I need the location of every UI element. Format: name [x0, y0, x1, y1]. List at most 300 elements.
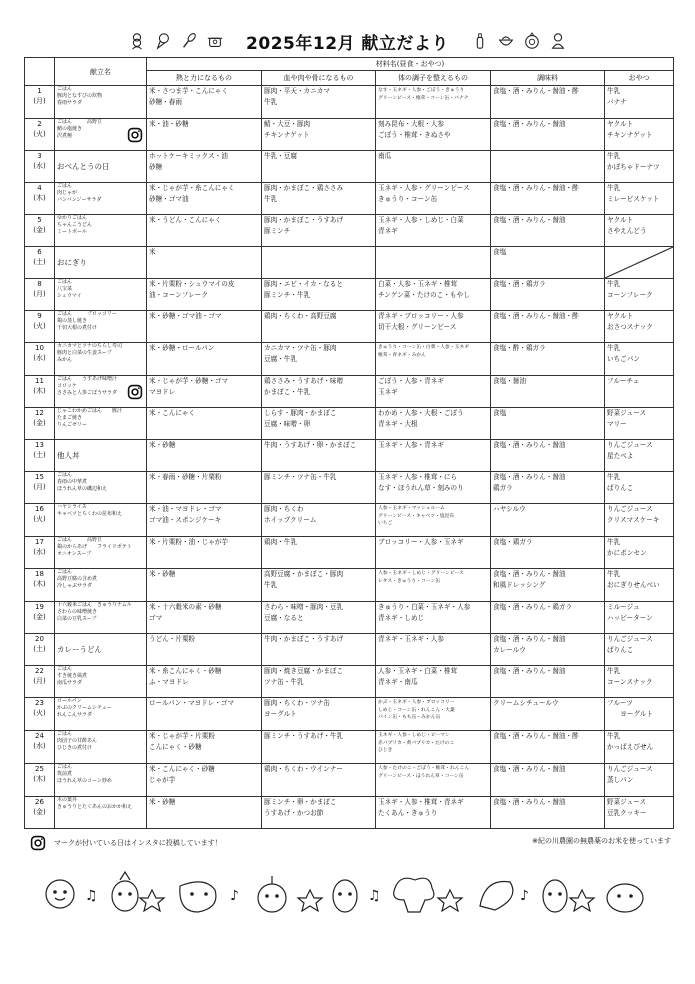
condition-cell-line: グリーンピース・椎茸・コーン缶・バナナ: [378, 95, 469, 101]
rice-note: ※紀の川農園の無農薬のお米を使っています: [532, 837, 671, 845]
day-of-week: (金): [33, 808, 46, 816]
condition-cell: [376, 731, 491, 764]
snack-cell-line: 蒸しパン: [607, 775, 634, 784]
seasoning-cell: [491, 215, 605, 247]
date-cell: [25, 86, 55, 119]
dish-cell-line: ロールパン: [57, 698, 82, 704]
condition-cell: [376, 215, 491, 247]
dish-cell-line: 豚肉と白菜の生姜スープ: [57, 350, 112, 356]
energy-cell-line: 米・じゃが芋・片栗粉: [149, 732, 215, 740]
tomato-face-icon: [46, 880, 74, 908]
snack-cell-line: ミルージュ: [607, 603, 640, 611]
dish-cell: [55, 634, 147, 666]
seasoning-cell: [491, 764, 605, 797]
body-cell: [262, 569, 376, 602]
energy-cell: [147, 215, 262, 247]
dish-cell-line: 冷しゃぶサラダ: [57, 583, 92, 589]
energy-cell-line: 米・こんにゃく: [149, 409, 196, 417]
seasoning-cell-line: 和風ドレッシング: [493, 580, 546, 589]
day-of-week: (土): [33, 645, 46, 653]
condition-cell-line: しめじ・コーン缶・れんこん・大葉: [378, 707, 455, 713]
energy-cell-line: 米・油・砂糖: [149, 120, 189, 128]
dish-cell-line: ごはん: [57, 569, 73, 575]
snack-cell-line: フルーチェ: [607, 377, 640, 385]
body-cell-line: 鶏肉・ちくわ・高野豆腐: [264, 312, 337, 320]
condition-cell: [376, 311, 491, 343]
energy-cell-line: 米・片栗粉・シュウマイの皮: [149, 280, 235, 288]
table-row: [25, 279, 674, 311]
seasoning-cell-line: クリームシチュールウ: [493, 699, 559, 707]
seasoning-cell: [491, 376, 605, 408]
date-number: 19: [35, 603, 44, 611]
snack-cell: [605, 151, 674, 183]
dish-cell-line: かぶのクリームシチュー: [57, 705, 112, 711]
condition-cell-line: 玉ネギ・人参・しめじ・白菜: [378, 216, 464, 224]
day-of-week: (水): [33, 548, 46, 556]
star-icon: [140, 890, 164, 911]
energy-cell-line: 米・砂糖・ゴマ油・ゴマ: [149, 312, 222, 320]
insta-note: [30, 835, 222, 851]
table-row: [25, 731, 674, 764]
dish-cell-line: ごはん: [57, 764, 73, 770]
dish-cell-line: すき焼き風煮: [57, 673, 88, 679]
snack-cell: [605, 279, 674, 311]
snack-cell: [605, 440, 674, 472]
snack-cell-line: ヤクルト: [607, 312, 634, 320]
date-number: 6: [37, 248, 42, 256]
dish-cell-line: ささみと人参ごぼうサラダ: [57, 390, 117, 396]
table-row: [25, 311, 674, 343]
dish-cell-line: ごはん ブロッコリー: [57, 311, 117, 317]
energy-cell-line: 米・じゃが芋・糸こんにゃく: [149, 184, 235, 192]
energy-cell-line: 米・糸こんにゃく・砂糖: [149, 667, 222, 675]
dish-cell-line: りんごゼリー: [57, 422, 88, 428]
snack-cell: [605, 86, 674, 119]
date-number: 4: [37, 184, 42, 192]
no-snack-slash: [605, 247, 673, 278]
dish-cell-line: みかん: [57, 357, 73, 363]
dish-cell-line: 千切大根の煮付け: [57, 325, 98, 331]
chef-icon: [128, 32, 146, 50]
condition-cell: [376, 279, 491, 311]
date-cell: [25, 797, 55, 829]
snack-cell: [605, 602, 674, 634]
dish-cell: [55, 537, 147, 569]
energy-cell: [147, 504, 262, 537]
dish-cell-line: ひじきの煮付け: [57, 745, 93, 751]
energy-cell: [147, 602, 262, 634]
table-row: [25, 569, 674, 602]
date-number: 1: [37, 87, 42, 95]
snack-cell-line: 牛乳: [607, 184, 621, 192]
energy-cell: [147, 376, 262, 408]
condition-cell-line: チンゲン菜・たけのこ・もやし: [378, 290, 470, 299]
date-number: 24: [35, 732, 44, 740]
energy-cell: [147, 537, 262, 569]
table-row: [25, 183, 674, 215]
seasoning-cell: [491, 86, 605, 119]
seasoning-cell: [491, 797, 605, 829]
date-cell: [25, 215, 55, 247]
snack-cell: [605, 797, 674, 829]
dish-cell-line: バンバンジーサラダ: [57, 197, 102, 203]
body-cell-line: 鶏肉・牛乳: [264, 538, 297, 546]
body-cell-line: 豆腐・味噌・卵: [264, 419, 311, 428]
dish-cell-line: 鯖の塩焼き: [57, 126, 83, 132]
energy-cell-line: 米・油・マヨドレ・ゴマ: [149, 505, 222, 513]
condition-cell-line: グリーンピース・ほうれん草・コーン缶: [378, 773, 464, 779]
body-cell: [262, 247, 376, 279]
body-cell-line: 豆腐・牛乳: [264, 354, 297, 363]
body-cell: [262, 151, 376, 183]
condition-cell-line: きゅうり・コーン缶: [378, 194, 438, 203]
condition-cell: [376, 764, 491, 797]
condition-cell-line: 人参・玉ネギ・マッシュルーム: [378, 506, 445, 511]
dish-cell: [55, 698, 147, 731]
condition-cell-line: たくあん・きゅうり: [378, 808, 438, 817]
energy-cell: [147, 569, 262, 602]
seasoning-cell: [491, 151, 605, 183]
energy-cell: [147, 408, 262, 440]
date-number: 16: [35, 505, 44, 513]
date-number: 9: [37, 312, 42, 320]
snack-cell-line: ヤクルト: [607, 216, 634, 224]
body-cell-line: 牛肉・かまぼこ・うすあげ: [264, 635, 344, 643]
energy-cell: [147, 279, 262, 311]
dish-cell-line: キャベツとちくわの昆布和え: [57, 511, 123, 517]
dish-cell: [55, 86, 147, 119]
seasoning-cell-line: 食塩・酢・鶏ガラ: [493, 344, 546, 352]
date-cell: [25, 279, 55, 311]
table-row: [25, 634, 674, 666]
dish-cell-line: 八宝菜: [57, 286, 73, 292]
energy-cell: [147, 247, 262, 279]
dish-cell-line: ほうれん草のコーン炒め: [57, 778, 112, 784]
body-cell-line: 牛乳: [264, 194, 278, 203]
condition-cell-line: ブロッコリー・人参・玉ネギ: [378, 538, 464, 546]
snack-cell-line: 牛乳: [607, 280, 621, 288]
condition-cell-line: わかめ・人参・大根・ごぼう: [378, 409, 464, 417]
seasoning-cell-line: 食塩・酒・みりん・醤油・酢: [493, 87, 579, 95]
energy-cell-line: 米・砂糖: [149, 441, 176, 449]
condition-cell: [376, 698, 491, 731]
body-cell-line: 高野豆腐・かまぼこ・豚肉: [264, 570, 344, 578]
snack-cell-line: りんごジュース: [607, 505, 653, 513]
seasoning-cell-line: 食塩・酒・みりん・醤油・酢: [493, 312, 579, 320]
condition-cell: [376, 602, 491, 634]
condition-cell-line: レタス・きゅうり・コーン缶: [378, 578, 441, 584]
energy-cell-line: うどん・片栗粉: [149, 635, 196, 643]
body-cell-line: 豚肉・かまぼこ・鶏ささみ: [264, 184, 344, 192]
energy-cell-line: 米・うどん・こんにゃく: [149, 216, 222, 224]
snack-cell: [605, 731, 674, 764]
snack-cell: [605, 183, 674, 215]
dish-cell-line: ごはん 高野豆: [57, 119, 103, 125]
condition-cell-line: 青ネギ・玉ネギ・人参: [378, 635, 444, 643]
snack-cell-line: フルーツ: [607, 699, 633, 707]
snack-cell-line: コーンスナック: [607, 677, 653, 686]
body-cell-line: チキンナゲット: [264, 130, 310, 139]
condition-header: 体の調子を整えるもの: [376, 71, 491, 86]
seasoning-cell: [491, 698, 605, 731]
energy-cell: [147, 797, 262, 829]
ice-cream-icon: [154, 32, 172, 50]
date-number: 10: [35, 344, 44, 352]
seasoning-cell-line: 食塩・酒・鶏ガラ: [493, 280, 546, 288]
garlic-face-icon: [258, 884, 286, 912]
snack-cell-line: おさつスナック: [607, 322, 653, 331]
condition-cell-line: 人参・玉ネギ・白菜・椎茸: [378, 667, 458, 675]
energy-cell-line: 米・じゃが芋・砂糖・ゴマ: [149, 377, 229, 385]
snack-cell: [605, 764, 674, 797]
body-cell-line: ツナ缶・牛乳: [264, 677, 304, 686]
seasoning-cell: [491, 537, 605, 569]
body-cell-line: しらす・豚肉・かまぼこ: [264, 409, 337, 417]
day-of-week: (火): [33, 130, 46, 138]
date-header: [25, 58, 55, 86]
bowl-icon: [497, 32, 515, 50]
onion-face-icon: [112, 881, 138, 911]
body-cell-line: かまぼこ・牛乳: [264, 387, 311, 396]
snack-cell-line: かっぱえびせん: [607, 742, 654, 751]
snack-cell-line: ぱりんこ: [607, 483, 634, 492]
snack-cell: [605, 472, 674, 504]
date-cell: [25, 151, 55, 183]
snack-cell-line: おにぎりせんべい: [607, 580, 660, 589]
condition-cell-line: 玉ネギ・人参・椎茸・青ネギ: [378, 798, 464, 806]
condition-cell: [376, 86, 491, 119]
dish-cell-line: カレーうどん: [57, 644, 102, 654]
body-cell-line: 豚ミンチ: [264, 226, 291, 235]
energy-cell: [147, 472, 262, 504]
cake-icon: [549, 32, 567, 50]
condition-cell-line: なす・ほうれん草・刻みのり: [378, 483, 464, 492]
dish-cell: [55, 472, 147, 504]
date-number: 13: [35, 441, 44, 449]
snack-cell-line: 豆乳クッキー: [607, 808, 647, 817]
dish-cell: [55, 408, 147, 440]
seasoning-cell-line: 鶏ガラ: [493, 483, 513, 492]
date-cell: [25, 764, 55, 797]
seasoning-cell-line: 食塩・鶏ガラ: [493, 538, 533, 546]
condition-cell-line: 白菜・人参・玉ネギ・椎茸: [378, 280, 458, 288]
table-row: [25, 343, 674, 376]
dish-cell: [55, 764, 147, 797]
condition-cell-line: ごぼう・椎茸・きぬさや: [378, 130, 451, 139]
table-row: [25, 537, 674, 569]
dish-cell-line: ごはん: [57, 666, 73, 672]
body-cell: [262, 343, 376, 376]
condition-cell-line: 人参・たけのこ・ごぼう・椎茸・れんこん: [378, 766, 470, 771]
dish-cell-line: 他人丼: [57, 450, 80, 460]
seasoning-cell-line: 食塩・醤油: [493, 377, 526, 385]
materials-header: 材料名(昼食・おやつ): [147, 58, 674, 71]
energy-cell-line: 米・十六穀米の素・砂糖: [149, 603, 222, 611]
date-number: 3: [37, 152, 42, 160]
energy-cell: [147, 634, 262, 666]
body-cell: [262, 666, 376, 698]
snack-cell-line: 牛乳: [607, 570, 621, 578]
condition-cell-line: グリーンピース・キャベツ・塩昆布: [378, 513, 455, 519]
condition-cell: [376, 183, 491, 215]
energy-cell: [147, 764, 262, 797]
day-of-week: (水): [33, 354, 46, 362]
seasoning-cell-line: 食塩・酒・みりん・醤油: [493, 441, 566, 449]
dish-cell-line: 春雨サラダ: [57, 100, 82, 106]
snack-cell: [605, 376, 674, 408]
dish-cell-line: たまご焼き: [57, 415, 83, 421]
date-cell: [25, 376, 55, 408]
dish-cell: [55, 731, 147, 764]
body-cell: [262, 119, 376, 151]
date-cell: [25, 119, 55, 151]
dish-cell: [55, 119, 147, 151]
body-cell: [262, 376, 376, 408]
table-row: [25, 151, 674, 183]
snack-cell-line: ヤクルト: [607, 120, 634, 128]
dish-cell-line: ごはん うすあげ味噌汁: [57, 376, 118, 382]
dish-cell-line: 鶏のからあげ フライドポテト: [57, 544, 132, 550]
day-of-week: (金): [33, 613, 46, 621]
dish-cell: [55, 279, 147, 311]
instagram-icon: [127, 127, 143, 143]
dish-cell-line: 肉じゃが: [57, 190, 78, 196]
dish-cell-line: ちゃんこうどん: [57, 222, 93, 228]
dish-cell: [55, 440, 147, 472]
day-of-week: (木): [33, 387, 46, 395]
body-header: 血や肉や骨になるもの: [262, 71, 376, 86]
energy-cell-line: 米: [149, 248, 156, 256]
snack-cell: [605, 247, 674, 279]
snack-cell-line: チキンナゲット: [607, 130, 653, 139]
snack-cell-line: いちごパン: [607, 354, 640, 363]
body-cell-line: 豚ミンチ・うすあげ・牛乳: [264, 732, 344, 740]
energy-cell: [147, 698, 262, 731]
table-row: [25, 376, 674, 408]
body-cell-line: さわら・味噌・豚肉・豆乳: [264, 603, 344, 611]
dish-cell-line: コロッケ: [57, 383, 77, 389]
body-cell-line: ヨーグルト: [264, 709, 297, 718]
dish-cell-line: カニカマとツナのちらし寿司: [57, 343, 123, 349]
condition-cell-line: なす・玉ネギ・人参・ごぼう・きゅうり: [378, 88, 465, 93]
snack-cell-line: ぱりんこ: [607, 645, 634, 654]
body-cell: [262, 86, 376, 119]
date-cell: [25, 247, 55, 279]
snack-cell-line: コーンフレーク: [607, 290, 653, 299]
date-cell: [25, 602, 55, 634]
dish-cell-line: ごはん: [57, 279, 73, 285]
seasoning-cell: [491, 119, 605, 151]
table-row: [25, 215, 674, 247]
condition-cell: [376, 666, 491, 698]
condition-cell-line: ごぼう・人参・青ネギ: [378, 377, 444, 385]
condition-cell-line: 赤パプリカ・黄パプリカ・たけのこ: [378, 740, 455, 746]
body-cell-line: 豚肉・エビ・イカ・なると: [264, 280, 343, 288]
energy-cell-line: ゴマ油・スポンジケーキ: [149, 515, 222, 524]
energy-cell-line: 砂糖・春雨: [149, 97, 182, 106]
dish-cell: [55, 797, 147, 829]
menu-body: [25, 86, 674, 829]
svg-text:♪: ♪: [520, 888, 529, 904]
dish-cell-line: シュウマイ: [57, 293, 82, 299]
energy-cell-line: 米・砂糖: [149, 570, 176, 578]
seasoning-cell: [491, 279, 605, 311]
energy-cell-line: こんにゃく・砂糖: [149, 742, 202, 751]
whisk-icon: [180, 32, 198, 50]
seasoning-cell-line: 食塩・酒・みりん・醤油・酢: [493, 184, 579, 192]
seasoning-cell: [491, 731, 605, 764]
body-cell-line: 牛乳: [264, 580, 278, 589]
date-number: 18: [35, 570, 44, 578]
energy-cell: [147, 731, 262, 764]
dish-cell-line: 高野豆腐の含め煮: [57, 576, 98, 582]
condition-cell-line: 人参・玉ネギ・しめじ・グリーンピース: [378, 571, 464, 576]
dish-cell-line: れんこんサラダ: [57, 712, 92, 718]
snack-cell-line: 牛乳: [607, 473, 621, 481]
body-cell: [262, 731, 376, 764]
snack-cell: [605, 311, 674, 343]
snack-cell: [605, 215, 674, 247]
seasoning-cell-line: カレールウ: [493, 645, 526, 654]
condition-cell-line: 切干大根・グリーンピース: [378, 322, 457, 331]
snack-cell: [605, 569, 674, 602]
seasoning-cell-line: 食塩・酒・みりん・醤油: [493, 667, 566, 675]
dish-cell: [55, 602, 147, 634]
body-cell-line: 鯖・大豆・豚肉: [264, 120, 311, 128]
energy-cell-line: 米・片栗粉・油・じゃが芋: [149, 538, 229, 546]
dish-cell-line: 鶏の蒸し焼き: [57, 318, 88, 324]
day-of-week: (木): [33, 580, 46, 588]
snack-cell-line: りんごジュース: [607, 441, 653, 449]
body-cell-line: 豚ミンチ・牛乳: [264, 290, 311, 299]
seasoning-cell-line: 食塩・酒・みりん・醤油: [493, 765, 566, 773]
dish-cell: [55, 215, 147, 247]
snack-cell: [605, 408, 674, 440]
dish-cell-line: ミートボール: [57, 229, 87, 235]
body-cell: [262, 311, 376, 343]
condition-cell-line: 南瓜: [378, 152, 392, 160]
insta-note-text: マークが付いている日はインスタに投稿しています！: [54, 839, 222, 847]
date-cell: [25, 343, 55, 376]
body-cell-line: 豚ミンチ・卵・かまぼこ: [264, 798, 337, 806]
condition-cell: [376, 472, 491, 504]
snack-cell-line: ハッピーターン: [607, 613, 653, 622]
snack-cell-line: 牛乳: [607, 152, 621, 160]
body-cell-line: 豚肉・焼き豆腐・かまぼこ: [264, 667, 344, 675]
energy-cell: [147, 343, 262, 376]
body-cell-line: 牛肉・うすあげ・卵・かまぼこ: [264, 441, 357, 449]
date-cell: [25, 666, 55, 698]
date-number: 8: [37, 280, 42, 288]
pepper-face-icon: [180, 882, 216, 912]
date-cell: [25, 569, 55, 602]
energy-cell-line: 米・こんにゃく・砂糖: [149, 765, 215, 773]
condition-cell: [376, 151, 491, 183]
dish-cell-line: オニオンスープ: [57, 551, 92, 557]
condition-cell-line: 青ネギ: [378, 226, 398, 235]
energy-cell: [147, 119, 262, 151]
table-row: [25, 86, 674, 119]
body-cell-line: 鶏ささみ・うすあげ・味噌: [264, 377, 344, 385]
page-header: [0, 28, 695, 54]
energy-cell-line: 油・コーンフレーク: [149, 290, 208, 299]
dish-cell: [55, 247, 147, 279]
condition-cell-line: かぶ・玉ネギ・人参・ブロッコリー: [378, 700, 455, 705]
condition-cell: [376, 569, 491, 602]
dish-cell-line: 豚肉となすびの炊物: [57, 93, 103, 99]
dish-cell: [55, 666, 147, 698]
table-row: [25, 504, 674, 537]
